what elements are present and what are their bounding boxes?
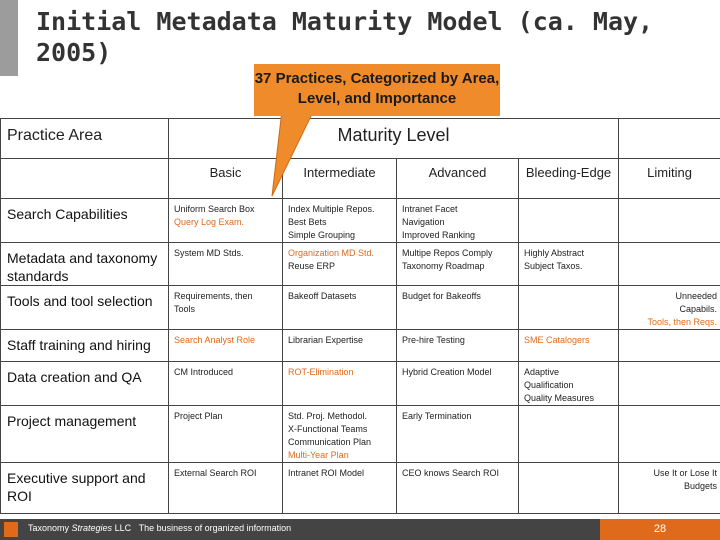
practice-item: Reuse ERP bbox=[288, 261, 336, 271]
practice-area-label: Staff training and hiring bbox=[1, 330, 169, 362]
practice-item: Search Analyst Role bbox=[174, 335, 256, 345]
footer-brand-italic: Strategies bbox=[71, 523, 113, 533]
practice-item: Query Log Exam. bbox=[174, 217, 245, 227]
practice-item: Taxonomy Roadmap bbox=[402, 261, 485, 271]
practice-area-label: Executive support and ROI bbox=[1, 463, 169, 514]
practice-item: Tools bbox=[174, 304, 196, 314]
footer-brand: Taxonomy bbox=[28, 523, 72, 533]
practice-item: Project Plan bbox=[174, 411, 223, 421]
logo-icon bbox=[4, 522, 18, 537]
practice-area-header: Practice Area bbox=[1, 119, 169, 159]
practice-item: Best Bets bbox=[288, 217, 327, 227]
practice-item: Qualification bbox=[524, 380, 574, 390]
practice-item: Quality Measures bbox=[524, 393, 595, 403]
practice-item: Multi-Year Plan bbox=[288, 450, 349, 460]
maturity-level-header: Maturity Level bbox=[169, 119, 619, 159]
practice-area-label: Data creation and QA bbox=[1, 362, 169, 406]
practice-item: System MD Stds. bbox=[174, 248, 244, 258]
level-header-bleeding-edge: Bleeding-Edge bbox=[519, 159, 619, 199]
footer-brand-suffix: LLC bbox=[112, 523, 132, 533]
practice-item: Tools, then Reqs. bbox=[647, 317, 718, 327]
practice-area-label: Metadata and taxonomy standards bbox=[1, 243, 169, 286]
practice-item: Requirements, then bbox=[174, 291, 253, 301]
practice-item: Improved Ranking bbox=[402, 230, 476, 240]
practice-item: Unneeded bbox=[675, 291, 718, 301]
practice-item: Std. Proj. Methodol. bbox=[288, 411, 368, 421]
slide-title: Initial Metadata Maturity Model (ca. May, 2005) bbox=[36, 7, 654, 67]
practice-item: Navigation bbox=[402, 217, 445, 227]
practice-item: Adaptive bbox=[524, 367, 560, 377]
footer-tagline: The business of organized information bbox=[138, 523, 292, 533]
practice-area-label: Search Capabilities bbox=[1, 199, 169, 243]
practice-item: External Search ROI bbox=[174, 468, 257, 478]
practice-item: Intranet ROI Model bbox=[288, 468, 365, 478]
practice-item: Budget for Bakeoffs bbox=[402, 291, 481, 301]
practice-item: CEO knows Search ROI bbox=[402, 468, 500, 478]
practice-area-label: Tools and tool selection bbox=[1, 286, 169, 330]
practice-item: Multipe Repos Comply bbox=[402, 248, 493, 258]
footer-text bbox=[28, 523, 291, 533]
practice-item: Early Termination bbox=[402, 411, 472, 421]
practice-item: ROT-Elimination bbox=[288, 367, 354, 377]
practice-item: Hybrid Creation Model bbox=[402, 367, 492, 377]
level-header-intermediate: Intermediate bbox=[283, 159, 397, 199]
practice-item: Bakeoff Datasets bbox=[288, 291, 357, 301]
practice-item: Capabils. bbox=[679, 304, 718, 314]
level-header-limiting: Limiting bbox=[619, 159, 720, 199]
practice-item: Simple Grouping bbox=[288, 230, 356, 240]
level-header-advanced: Advanced bbox=[397, 159, 519, 199]
practice-item: Highly Abstract bbox=[524, 248, 585, 258]
practice-item: Intranet Facet bbox=[402, 204, 458, 214]
practice-item: Pre-hire Testing bbox=[402, 335, 465, 345]
practice-item: Use It or Lose It bbox=[653, 468, 718, 478]
practice-item: Organization MD Std. bbox=[288, 248, 375, 258]
practice-item: Index Multiple Repos. bbox=[288, 204, 375, 214]
callout-box: 37 Practices, Categorized by Area, Level, and Importance bbox=[254, 64, 500, 116]
page-number: 28 bbox=[600, 519, 720, 540]
practice-item: X-Functional Teams bbox=[288, 424, 368, 434]
callout-pointer-arrow bbox=[272, 110, 314, 196]
practice-area-label: Project management bbox=[1, 406, 169, 463]
practice-item: Subject Taxos. bbox=[524, 261, 583, 271]
practice-item: Budgets bbox=[684, 481, 718, 491]
practice-item: Uniform Search Box bbox=[174, 204, 255, 214]
practice-item: CM Introduced bbox=[174, 367, 234, 377]
practice-item: SME Catalogers bbox=[524, 335, 590, 345]
practice-item: Communication Plan bbox=[288, 437, 372, 447]
level-header-basic: Basic bbox=[169, 159, 283, 199]
practice-item: Librarian Expertise bbox=[288, 335, 364, 345]
